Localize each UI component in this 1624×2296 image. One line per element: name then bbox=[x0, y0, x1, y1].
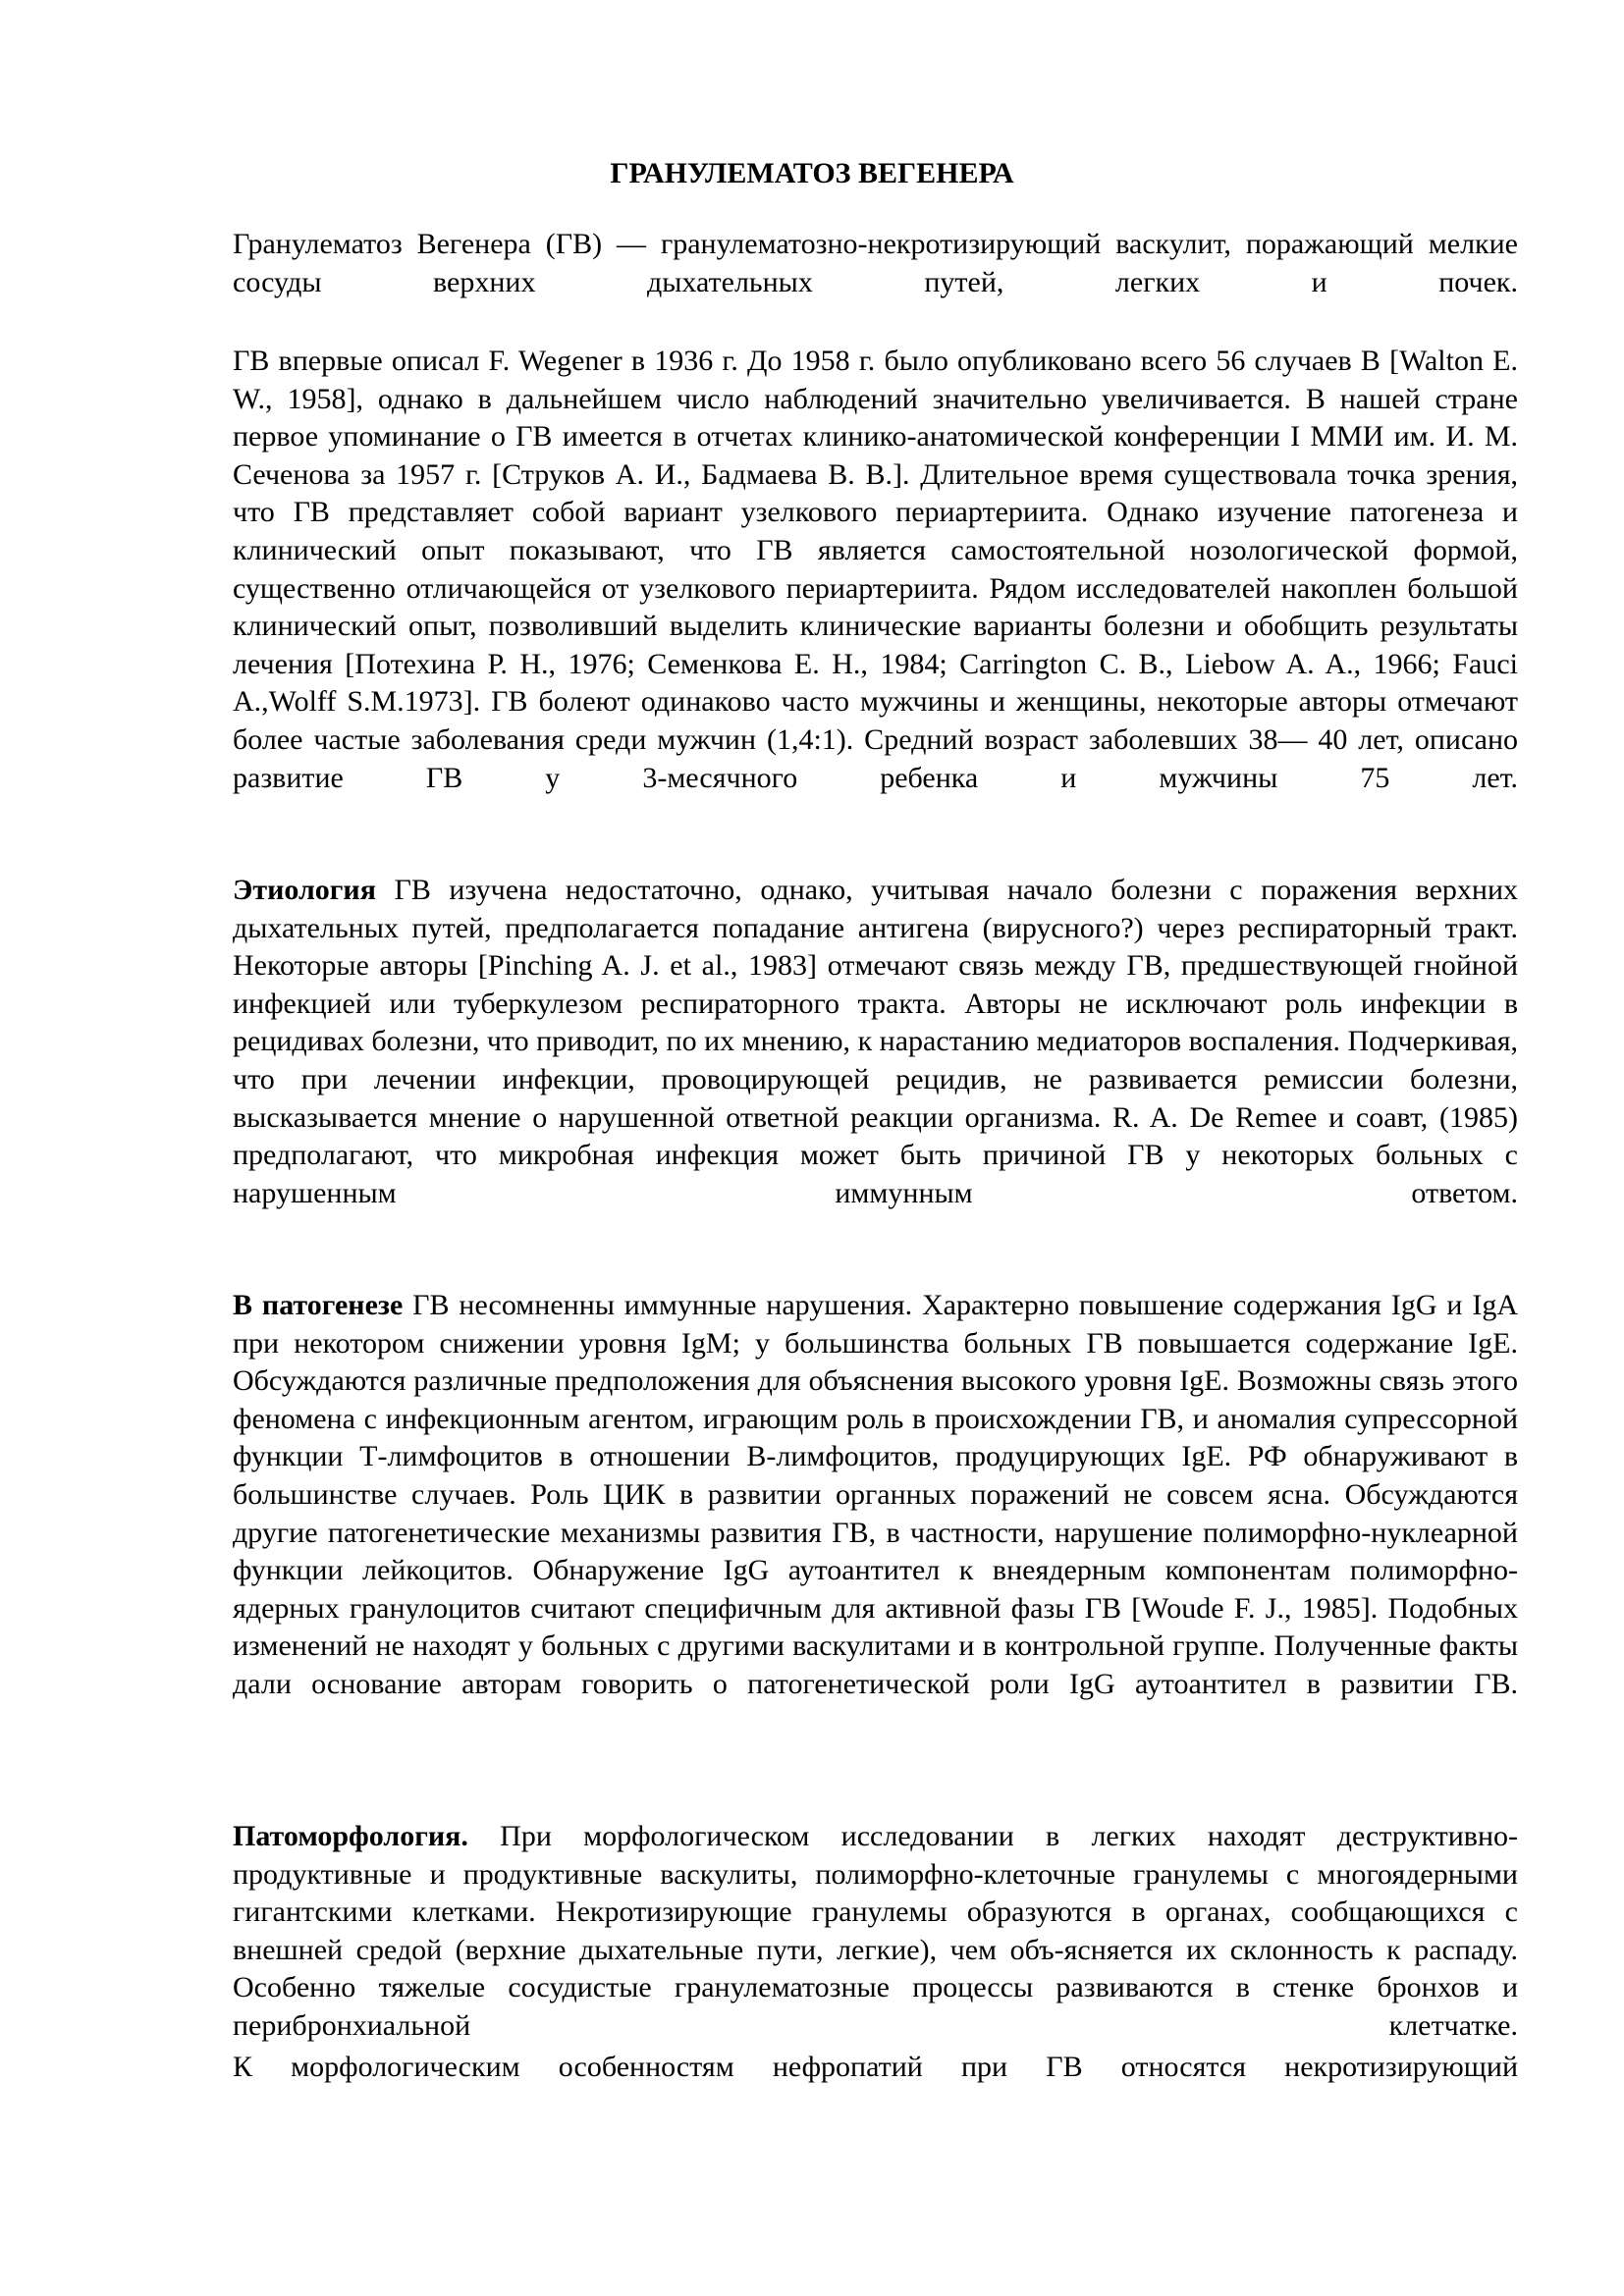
pathogenesis-heading: В патогенезе bbox=[233, 1289, 404, 1321]
etiology-heading: Этиология bbox=[233, 874, 376, 906]
pathogenesis-text: ГВ несомненны иммунные нарушения. Характерно повышение содержания IgG и IgA при некотором снижении уровня IgM; у большинства больных ГВ повышается содержание IgE. Обсуждаются различные предположения для объяснения высокого уровня IgE. Возможны связь этого феномена с инфекционным агентом, играющим роль в происхождении ГВ, и аномалия супрессорной функции Т-лимфоцитов в отношении В-лимфоцитов, продуцирующих IgE. РФ обнаруживают в большинстве случаев. Роль ЦИК в развитии органных поражений не совсем ясна. Обсуждаются другие патогенетические механизмы развития ГВ, в частности, нарушение полиморфно-нуклеарной функции лейкоцитов. Обнаружение IgG аутоантител к внеядерным компонентам полиморфно-ядерных гранулоцитов считают специфичным для активной фазы ГВ [Woude F. J., 1985]. Подобных изменений не находят у больных с другими васкулитами и в контрольной группе. Полученные факты дали основание авторам говорить о патогенетической роли IgG аутоантител в развитии ГВ. bbox=[233, 1289, 1519, 1700]
history-paragraph: ГВ впервые описал F. Wegener в 1936 г. До 1958 г. было опубликовано всего 56 случаев В [Walton E. W., 1958], однако в дальнейшем число наблюдений значительно увеличивается. В нашей стране первое упоминание о ГВ имеется в отчетах клинико-анатомической конференции I ММИ им. И. М. Сеченова за 1957 г. [Струков А. И., Бадмаева В. В.]. Длительное время существовала точка зрения, что ГВ представляет собой вариант узелкового периартериита. Однако изучение патогенеза и клинический опыт показывают, что ГВ является самостоятельной нозологической формой, существенно отличающейся от узелкового периартериита. Рядом исследователей накоплен большой клинический опыт, позволивший выделить клинические варианты болезни и обобщить результаты лечения [Потехина Р. Н., 1976; Семенкова Е. Н., 1984; Carrington C. B., Liebow A. A., 1966; Fauci A.,Wolff S.M.1973]. ГВ болеют одинаково часто мужчины и женщины, некоторые авторы отмечают более частые заболевания среди мужчин (1,4:1). Средний возраст заболевших 38— 40 лет, описано развитие ГВ у 3-месячного ребенка и мужчины 75 лет. bbox=[233, 345, 1518, 794]
pathomorphology-text: При морфологическом исследовании в легких находят деструктивно-продуктивные и продуктивные васкулиты, полиморфно-клеточные гранулемы с многоядерными гигантскими клетками. Некротизирующие гранулемы образуются в органах, сообщающихся с внешней средой (верхние дыхательные пути, легкие), чем объ-ясняется их склонность к распаду. Особенно тяжелые сосудистые гранулематозные процессы развиваются в стенке бронхов и перибронхиальной клетчатке. bbox=[233, 1820, 1518, 2042]
pathomorphology-heading: Патоморфология. bbox=[233, 1820, 468, 1852]
nephropathy-paragraph: К морфологическим особенностям нефропатий при ГВ относятся некротизирующий bbox=[233, 2051, 1518, 2083]
intro-paragraph: Гранулематоз Вегенера (ГВ) — гранулематозно-некротизирующий васкулит, поражающий мелкие сосуды верхних дыхательных путей, легких и почек. bbox=[233, 228, 1518, 298]
etiology-paragraph bbox=[233, 872, 1518, 1212]
document-title: ГРАНУЛЕМАТОЗ ВЕГЕНЕРА bbox=[610, 157, 1014, 189]
etiology-text: ГВ изучена недостаточно, однако, учитывая начало болезни с поражения верхних дыхательных путей, предполагается попадание антигена (вирусного?) через респираторный тракт. Некоторые авторы [Pinching A. J. et al., 1983] отмечают связь между ГВ, предшествующей гнойной инфекцией или туберкулезом респираторного тракта. Авторы не исключают роль инфекции в рецидивах болезни, что приводит, по их мнению, к нарастанию медиаторов воспаления. Подчеркивая, что при лечении инфекции, провоцирующей рецидив, не развивается ремиссии болезни, высказывается мнение о нарушенной ответной реакции организма. R. A. De Remee и соавт, (1985) предполагают, что микробная инфекция может быть причиной ГВ у некоторых больных с нарушенным иммунным ответом. bbox=[233, 874, 1518, 1209]
pathogenesis-paragraph bbox=[233, 1287, 1518, 1704]
pathomorphology-paragraph bbox=[233, 1818, 1518, 2046]
